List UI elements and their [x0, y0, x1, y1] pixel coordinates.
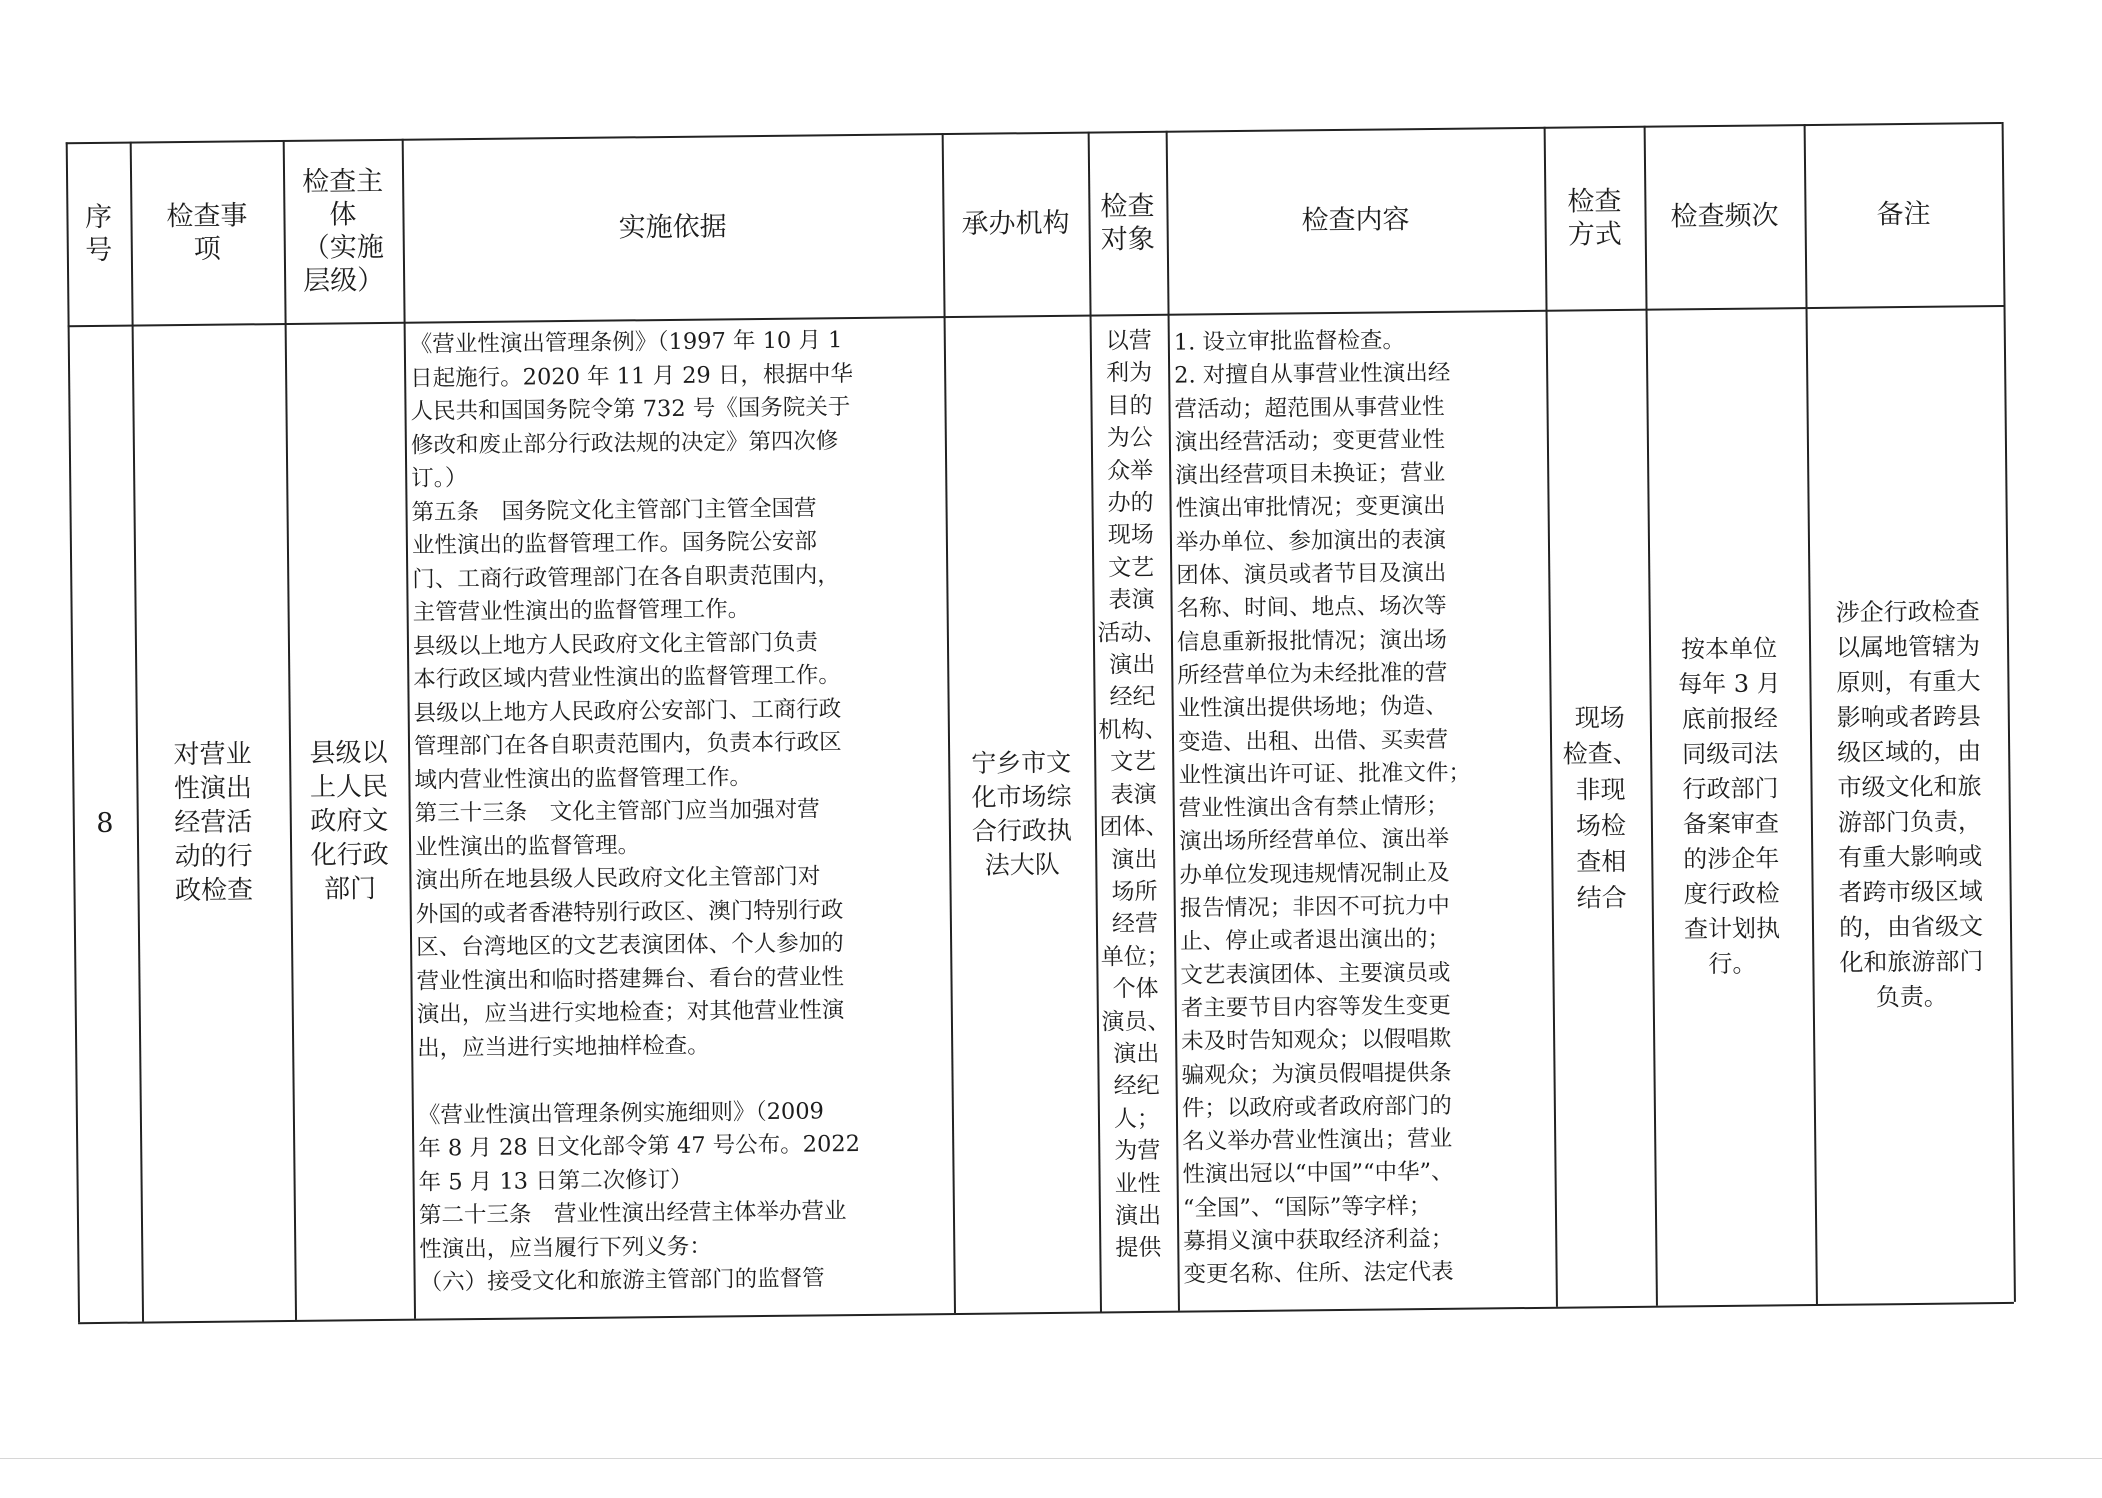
header-object: 检查 对象: [1100, 190, 1155, 255]
row-content: 1. 设立审批监督检查。 2. 对擅自从事营业性演出经 营活动；超范围从事营业性 演出经营活动；变更营业性 演出经营项目未换证；营业 性演出审批情况；变更演出 举办单位、参加演出的表演 团体、演员或者节目及演出 名称、时间、地点、场次等 信息重新报批情况；演出场 所经营单位为未经批准的营 业性演出提供场地；伪造、 变造、出租、出借、买卖营 业性演出许可证、批准文件； 营业性演出含有禁止情形； 演出场所经营单位、演出举 办单位发现违规情况制止及 报告情况；非因不可抗力中 止、停止或者退出演出的； 文艺表演团体、主要演员或 者主要节目内容等发生变更 未及时告知观众；以假唱欺 骗观众；为演员假唱提供条 件；以政府或者政府部门的 名义举办营业性演出；营业 性演出冠以“中国”“中华”、 “全国”、“国际”等字样； 募捐义演中获取经济利益； 变更名称、住所、法定代表: [1173, 327, 1472, 1288]
row-method: 现场 检查、 非现 场检 查相 结合: [1562, 702, 1638, 912]
row-object: 以营 利为 目的 为公 众举 办的 现场 文艺 表演 活动、 演出 经纪 机构、 文艺 表演 团体、 演出 场所 经营 单位； 个体 演员、 演出 经纪 人； 为营 业性 演出 提供: [1097, 327, 1171, 1262]
header-basis: 实施依据: [618, 211, 727, 244]
row-item: 对营业 性演出 经营活 动的行 政检查: [173, 738, 254, 906]
row-seq: 8: [96, 807, 114, 839]
row-subject: 县级以 上人民 政府文 化行政 部门: [309, 737, 389, 905]
header-seq: 序 号: [84, 201, 113, 266]
row-agency: 宁乡市文 化市场综 合行政执 法大队: [971, 747, 1073, 880]
scan-edge-line: [0, 1458, 2102, 1459]
header-method: 检查 方式: [1567, 185, 1622, 251]
row-remarks: 涉企行政检查 以属地管辖为 原则，有重大 影响或者跨县 级区域的，由 市级文化和旅 游部门负责， 有重大影响或 者跨市级区域 的，由省级文 化和旅游部门 负责。: [1835, 596, 1984, 1011]
header-subject: 检查主 体 （实施 层级）: [301, 165, 385, 297]
header-frequency: 检查频次: [1670, 200, 1779, 233]
row-basis: 《营业性演出管理条例》（1997 年 10 月 1 日起施行。2020 年 11 月 29 日，根据中华 人民共和国国务院令第 732 号《国务院关于 修改和废止部分行政法规的决定》第四次修 订。） 第五条 国务院文化主管部门主管全国营 业性演出的监督管理工作。国务院公安部 门、工商行政管理部门在各自职责范围内， 主管营业性演出的监督管理工作。 县级以上地方人民政府文化主管部门负责 本行政区域内营业性演出的监督管理工作。 县级以上地方人民政府公安部门、工商行政 管理部门在各自职责范围内，负责本行政区 域内营业性演出的监督管理工作。 第三十三条 文化主管部门应当加强对营 业性演出的监督管理。 演出所在地县级人民政府文化主管部门对 外国的或者香港特别行政区、澳门特别行政 区、台湾地区的文艺表演团体、个人参加的 营业性演出和临时搭建舞台、看台的营业性 演出，应当进行实地检查；对其他营业性演 出，应当进行实地抽样检查。 《营业性演出管理条例实施细则》（2009 年 8 月 28 日文化部令第 47 号公布。2022 年 5 月 13 日第二次修订） 第二十三条 营业性演出经营主体举办营业 性演出，应当履行下列义务： （六）接受文化和旅游主管部门的监督管: [409, 327, 861, 1296]
header-remarks: 备注: [1876, 198, 1931, 231]
header-agency: 承办机构: [961, 207, 1070, 240]
header-content: 检查内容: [1301, 204, 1410, 237]
header-item: 检查事 项: [166, 199, 248, 265]
row-frequency: 按本单位 每年 3 月 底前报经 同级司法 行政部门 备案审查 的涉企年 度行政检 查计划执 行。: [1678, 633, 1781, 978]
